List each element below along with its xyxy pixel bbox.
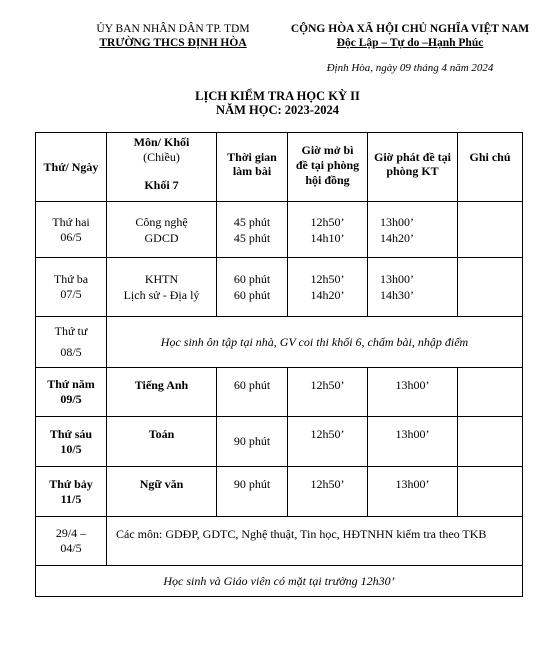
row-open-time: 12h50’ 14h20’	[288, 258, 368, 317]
row-issue-time: 13h00’	[368, 467, 458, 517]
school-header	[58, 22, 288, 50]
row-duration: 90 phút	[217, 417, 288, 467]
title-line2: NĂM HỌC: 2023-2024	[216, 103, 339, 117]
table-row	[36, 368, 523, 417]
row-note	[458, 258, 523, 317]
row-day: Thứ ba 07/5	[36, 258, 107, 317]
header-subject: Môn/ Khối (Chiều) Khối 7	[107, 133, 217, 202]
row-subject: KHTN Lịch sử - Địa lý	[107, 258, 217, 317]
table-row	[36, 517, 523, 566]
row-subject: Toán	[107, 417, 217, 467]
exam-schedule-table	[35, 132, 523, 597]
school-name: TRƯỜNG THCS ĐỊNH HÒA	[99, 37, 247, 49]
document-title	[0, 89, 555, 117]
row-day: Thứ hai 06/5	[36, 202, 107, 258]
row-subject: Ngữ văn	[107, 467, 217, 517]
table-row	[36, 417, 523, 467]
row-open-time: 12h50’	[288, 417, 368, 467]
row-day: Thứ năm 09/5	[36, 368, 107, 417]
table-row	[36, 467, 523, 517]
row-open-time: 12h50’	[288, 467, 368, 517]
row-issue-time: 13h00’	[368, 417, 458, 467]
document-date: Định Hòa, ngày 09 tháng 4 năm 2024	[326, 62, 494, 74]
row-duration: 60 phút	[217, 368, 288, 417]
row-day: Thứ tư 08/5	[36, 317, 107, 368]
table-footer-row	[36, 566, 523, 597]
row-issue-time: 13h00’ 14h30’	[368, 258, 458, 317]
row-duration: 45 phút 45 phút	[217, 202, 288, 258]
row-note	[458, 368, 523, 417]
row-note	[458, 467, 523, 517]
row-duration: 60 phút 60 phút	[217, 258, 288, 317]
header-duration: Thời gian làm bài	[217, 133, 288, 202]
committee-name: ỦY BAN NHÂN DÂN TP. TDM	[96, 23, 250, 35]
table-row	[36, 202, 523, 258]
motto: Độc Lập – Tự do –Hạnh Phúc	[336, 37, 484, 49]
national-header	[290, 22, 530, 50]
row-issue-time: 13h00’	[368, 368, 458, 417]
row-issue-time: 13h00’ 14h20’	[368, 202, 458, 258]
row-open-time: 12h50’ 14h10’	[288, 202, 368, 258]
row-subject: Công nghệ GDCD	[107, 202, 217, 258]
title-line1: LỊCH KIỂM TRA HỌC KỲ II	[195, 89, 360, 103]
table-header-row	[36, 133, 523, 202]
row-open-time: 12h50’	[288, 368, 368, 417]
header-issue-time: Giờ phát đề tại phòng KT	[368, 133, 458, 202]
country-name: CỘNG HÒA XÃ HỘI CHỦ NGHĨA VIỆT NAM	[290, 23, 530, 35]
row-day: Thứ bảy 11/5	[36, 467, 107, 517]
row-merged-note: Các môn: GDĐP, GDTC, Nghệ thuật, Tin học, HĐTNHN kiểm tra theo TKB	[107, 517, 523, 566]
row-merged-note: Học sinh ôn tập tại nhà, GV coi thi khối 6, chấm bài, nhập điểm	[107, 317, 523, 368]
table-row	[36, 258, 523, 317]
row-day: Thứ sáu 10/5	[36, 417, 107, 467]
row-day: 29/4 – 04/5	[36, 517, 107, 566]
row-note	[458, 202, 523, 258]
header-day: Thứ/ Ngày	[36, 133, 107, 202]
row-subject: Tiếng Anh	[107, 368, 217, 417]
header-open-time: Giờ mở bì đề tại phòng hội đồng	[288, 133, 368, 202]
header-note: Ghi chú	[458, 133, 523, 202]
row-duration: 90 phút	[217, 467, 288, 517]
row-note	[458, 417, 523, 467]
footer-note: Học sinh và Giáo viên có mặt tại trường 12h30’	[36, 566, 523, 597]
table-row	[36, 317, 523, 368]
